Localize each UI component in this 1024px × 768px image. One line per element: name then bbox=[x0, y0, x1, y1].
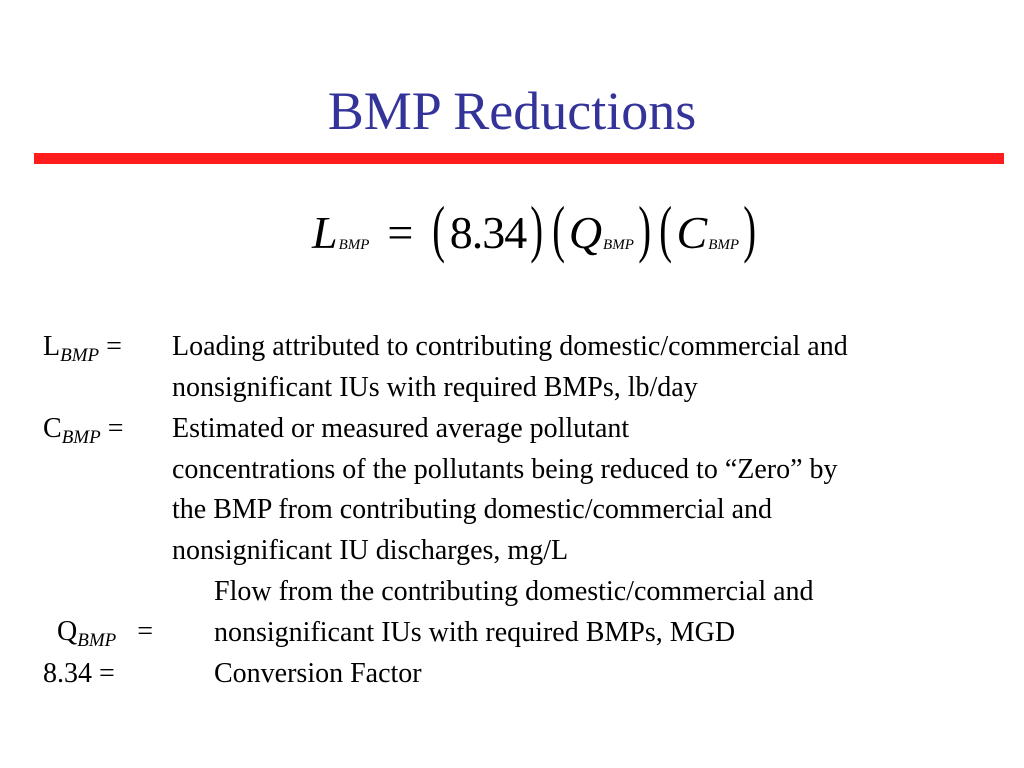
definition-term-conversion bbox=[43, 654, 115, 694]
formula-c-subscript: BMP bbox=[708, 236, 740, 253]
definition-text-c-bmp bbox=[172, 409, 1012, 572]
formula-equals: = bbox=[387, 206, 414, 258]
formula-q-subscript: BMP bbox=[603, 236, 634, 253]
bmp-loading-formula bbox=[312, 193, 760, 268]
formula-l-var: L bbox=[312, 206, 338, 258]
term-subscript: BMP bbox=[60, 345, 100, 366]
title-divider bbox=[34, 153, 1004, 164]
definition-line: nonsignificant IU discharges, mg/L bbox=[172, 535, 569, 567]
term-separator: = bbox=[116, 616, 154, 647]
term-letter: 8.34 = bbox=[43, 658, 115, 689]
formula-close-paren: ) bbox=[530, 193, 544, 264]
definition-term-l-bmp bbox=[43, 327, 122, 370]
definition-line: Loading attributed to contributing domestic/commercial and bbox=[172, 331, 848, 362]
term-subscript: BMP bbox=[61, 427, 101, 448]
definition-text-conversion bbox=[214, 654, 1024, 695]
definition-term-q-bmp bbox=[43, 572, 153, 655]
definition-line: Estimated or measured average pollutant bbox=[172, 413, 630, 444]
formula-open-paren: ( bbox=[659, 193, 673, 264]
term-letter: L bbox=[43, 331, 61, 362]
formula-close-paren: ) bbox=[638, 193, 651, 264]
formula-open-paren: ( bbox=[551, 193, 565, 264]
definition-line: concentrations of the pollutants being reduced to “Zero” by bbox=[172, 453, 838, 485]
definition-line: nonsignificant IUs with required BMPs, MGD bbox=[214, 616, 736, 648]
formula-c-var: C bbox=[676, 206, 708, 258]
term-letter: Q bbox=[57, 616, 78, 647]
definition-text-q-bmp bbox=[214, 572, 1024, 653]
slide-title: BMP Reductions bbox=[327, 81, 697, 141]
term-separator: = bbox=[100, 413, 124, 444]
definition-text-l-bmp bbox=[172, 327, 1012, 408]
formula-l-subscript: BMP bbox=[338, 236, 370, 253]
formula-close-paren: ) bbox=[743, 193, 757, 264]
definition-term-c-bmp bbox=[43, 409, 124, 452]
definition-line: nonsignificant IUs with required BMPs, lb/day bbox=[172, 371, 698, 403]
formula-open-paren: ( bbox=[432, 193, 446, 264]
formula-factor: 8.34 bbox=[449, 206, 527, 258]
term-subscript: BMP bbox=[77, 630, 117, 651]
term-separator: = bbox=[99, 331, 122, 362]
term-letter: C bbox=[43, 413, 62, 444]
definition-line: the BMP from contributing domestic/commercial and bbox=[172, 494, 773, 526]
formula-q-var: Q bbox=[568, 206, 603, 258]
definition-line: Conversion Factor bbox=[214, 658, 422, 689]
definition-line: Flow from the contributing domestic/commercial and bbox=[214, 576, 814, 607]
